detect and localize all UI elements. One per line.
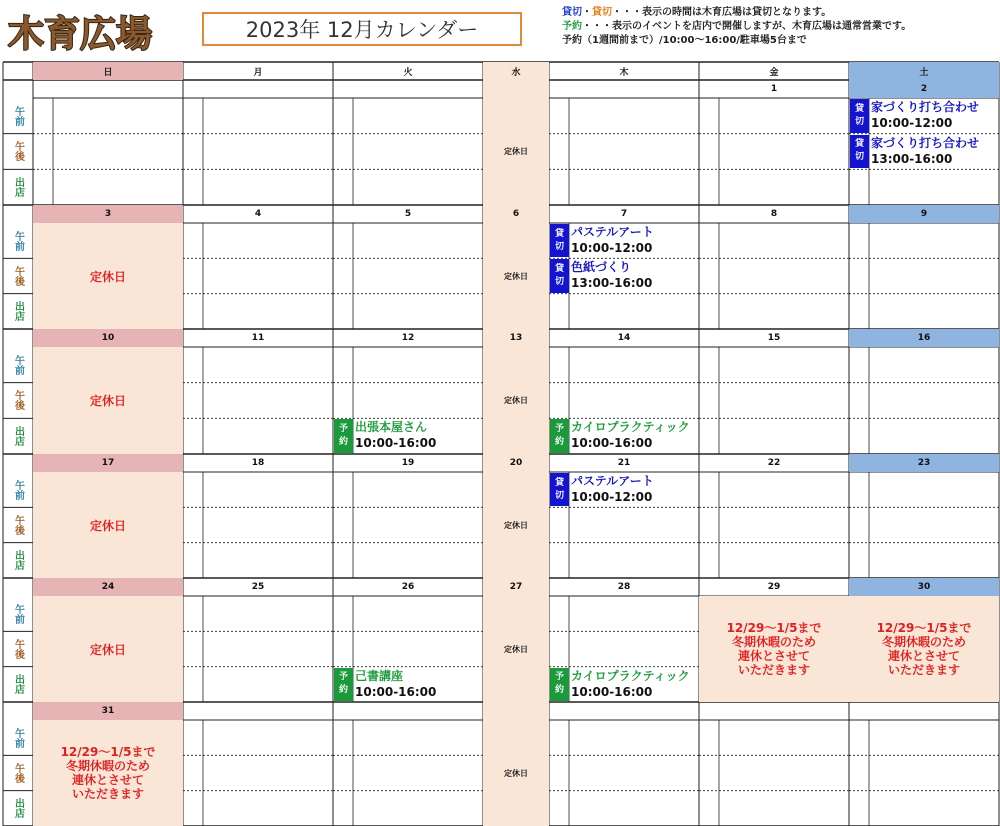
row-label-am: 午前 [12, 727, 24, 748]
date-cell: 24 [33, 578, 183, 596]
date-cell: 14 [617, 333, 631, 343]
event-tag-yoyaku [334, 668, 353, 701]
winter-holiday-notice: 12/29～1/5まで 冬期休暇のため 連休とさせて いただきます [33, 720, 183, 826]
event-time: 10:00-16:00 [355, 436, 437, 451]
date-cell: 28 [617, 582, 631, 592]
date-cell: 12 [401, 333, 415, 343]
date-cell [549, 80, 699, 98]
logo-text: 木育広場 [8, 14, 153, 54]
tag-char: 切 [554, 241, 564, 252]
date-cell: 16 [849, 329, 999, 347]
date-cell: 11 [251, 333, 265, 343]
date-cell [333, 702, 483, 720]
date-cell: 5 [404, 209, 412, 219]
date-cell [183, 80, 333, 98]
tag-char: 貸 [854, 139, 864, 150]
date-cell: 8 [770, 209, 778, 219]
date-cell: 10 [33, 329, 183, 347]
teikyu-wednesday: 定休日 [483, 720, 549, 826]
teikyu-wednesday: 定休日 [483, 596, 549, 702]
row-label-shop: 出店 [12, 674, 24, 695]
date-cell: 30 [849, 578, 999, 596]
row-label-pm: 午後 [12, 390, 24, 411]
date-cell: 26 [401, 582, 415, 592]
row-label-pm: 午後 [12, 762, 24, 783]
date-cell: 29 [767, 582, 781, 592]
event-title[interactable]: カイロプラクティック [571, 420, 690, 435]
date-cell: 19 [401, 458, 415, 468]
row-label-shop: 出店 [12, 798, 24, 819]
row-label-pm: 午後 [12, 265, 24, 286]
event-title[interactable]: 家づくり打ち合わせ [871, 100, 980, 114]
date-cell: 25 [251, 582, 265, 592]
event-title[interactable]: 家づくり打ち合わせ [871, 135, 980, 150]
event-time: 10:00-16:00 [571, 436, 653, 451]
event-title[interactable]: カイロプラクティック [571, 668, 690, 683]
event-time: 13:00-16:00 [571, 276, 653, 291]
event-title[interactable]: 己書講座 [355, 668, 404, 683]
tag-char: 貸 [554, 263, 564, 274]
legend-kashikiri-blue: 貸切 [562, 7, 582, 18]
tag-char: 予 [554, 672, 564, 683]
tag-char: 約 [338, 685, 348, 696]
date-cell: 2 [849, 80, 999, 98]
teikyu-wednesday: 定休日 [483, 223, 549, 329]
date-cell [699, 702, 849, 720]
tag-char: 予 [338, 672, 348, 683]
event-tag-kashikiri [850, 135, 869, 169]
event-tag-yoyaku [334, 419, 353, 453]
row-label-pm: 午後 [12, 514, 24, 535]
date-cell: 3 [33, 205, 183, 223]
row-label-pm: 午後 [12, 141, 24, 162]
legend-sep: ・ [582, 7, 592, 18]
teikyu-sunday: 定休日 [33, 472, 183, 578]
date-cell [549, 702, 699, 720]
event-title[interactable]: 色紙づくり [571, 260, 632, 275]
event-tag-kashikiri [550, 473, 569, 506]
teikyu-sunday: 定休日 [33, 596, 183, 702]
row-label-shop: 出店 [12, 426, 24, 447]
tag-char: 切 [554, 490, 564, 501]
row-label-am: 午前 [12, 479, 24, 500]
row-label-am: 午前 [12, 354, 24, 375]
legend-yoyaku-green: 予約 [562, 21, 582, 32]
date-cell: 23 [849, 454, 999, 472]
tag-char: 予 [554, 424, 564, 435]
event-tag-kashikiri [850, 99, 869, 133]
event-title[interactable]: パステルアート [571, 474, 654, 488]
calendar-title-text: 2023年 12月カレンダー [245, 18, 479, 42]
row-label-am: 午前 [12, 105, 24, 126]
date-cell: 20 [483, 454, 549, 472]
date-cell [483, 702, 549, 720]
legend-kashikiri-text: ・・・表示の時間は木育広場は貸切となります。 [612, 7, 832, 18]
weekday-header-1: 月 [253, 67, 263, 78]
legend-line-reservation: 予約（1週間前まで）/10:00～16:00/駐車場5台まで [562, 35, 807, 46]
event-title[interactable]: 出張本屋さん [355, 420, 428, 435]
date-cell: 22 [767, 458, 781, 468]
event-time: 10:00-12:00 [571, 490, 653, 504]
tag-char: 切 [854, 116, 864, 127]
date-cell [333, 80, 483, 98]
event-time: 10:00-12:00 [571, 241, 653, 255]
event-time: 10:00-16:00 [355, 684, 437, 699]
date-cell: 7 [620, 209, 628, 219]
date-cell: 17 [33, 454, 183, 472]
date-cell [183, 702, 333, 720]
teikyu-wednesday: 定休日 [483, 347, 549, 454]
tag-char: 約 [338, 437, 348, 448]
date-cell: 9 [849, 205, 999, 223]
tag-char: 切 [854, 152, 864, 163]
event-title[interactable]: パステルアート [571, 225, 654, 239]
tag-char: 貸 [554, 228, 564, 239]
winter-holiday-notice: 12/29～1/5まで 冬期休暇のため 連休とさせて いただきます [699, 596, 849, 702]
weekday-header-0: 日 [33, 62, 183, 80]
date-cell [483, 80, 549, 98]
event-time: 10:00-12:00 [871, 116, 953, 130]
date-cell: 27 [483, 578, 549, 596]
row-label-shop: 出店 [12, 301, 24, 322]
teikyu-wednesday: 定休日 [483, 98, 549, 205]
row-label-shop: 出店 [12, 177, 24, 198]
tag-char: 貸 [854, 103, 864, 114]
tag-char: 切 [554, 276, 564, 287]
event-tag-yoyaku [550, 419, 569, 453]
date-cell [33, 80, 183, 98]
legend-yoyaku-text: ・・・表示のイベントを店内で開催しますが、木育広場は通常営業です。 [582, 21, 912, 32]
date-cell: 18 [251, 458, 265, 468]
date-cell: 4 [254, 209, 262, 219]
weekday-header-5: 金 [769, 67, 779, 78]
teikyu-sunday: 定休日 [33, 347, 183, 454]
date-cell: 13 [483, 329, 549, 347]
date-cell: 15 [767, 333, 781, 343]
row-label-pm: 午後 [12, 638, 24, 659]
tag-char: 約 [554, 437, 564, 448]
date-cell: 1 [770, 84, 778, 94]
row-label-am: 午前 [12, 230, 24, 251]
row-label-am: 午前 [12, 603, 24, 624]
teikyu-wednesday: 定休日 [483, 472, 549, 578]
event-time: 13:00-16:00 [871, 151, 953, 166]
date-cell [849, 702, 999, 720]
row-label-shop: 出店 [12, 550, 24, 571]
teikyu-sunday: 定休日 [33, 223, 183, 329]
weekday-header-6: 土 [849, 62, 999, 80]
tag-char: 約 [554, 685, 564, 696]
date-cell: 21 [617, 458, 631, 468]
winter-holiday-notice: 12/29～1/5まで 冬期休暇のため 連休とさせて いただきます [849, 596, 999, 702]
event-tag-kashikiri [550, 259, 569, 292]
weekday-header-4: 木 [619, 67, 629, 78]
tag-char: 貸 [554, 477, 564, 488]
date-cell: 6 [483, 205, 549, 223]
weekday-header-2: 火 [403, 67, 413, 78]
event-tag-kashikiri [550, 224, 569, 257]
date-cell: 31 [33, 702, 183, 720]
event-time: 10:00-16:00 [571, 684, 653, 699]
tag-char: 予 [338, 424, 348, 435]
event-tag-yoyaku [550, 668, 569, 701]
legend-kashikiri-orange: 貸切 [592, 7, 612, 18]
weekday-header-3: 水 [483, 62, 549, 80]
